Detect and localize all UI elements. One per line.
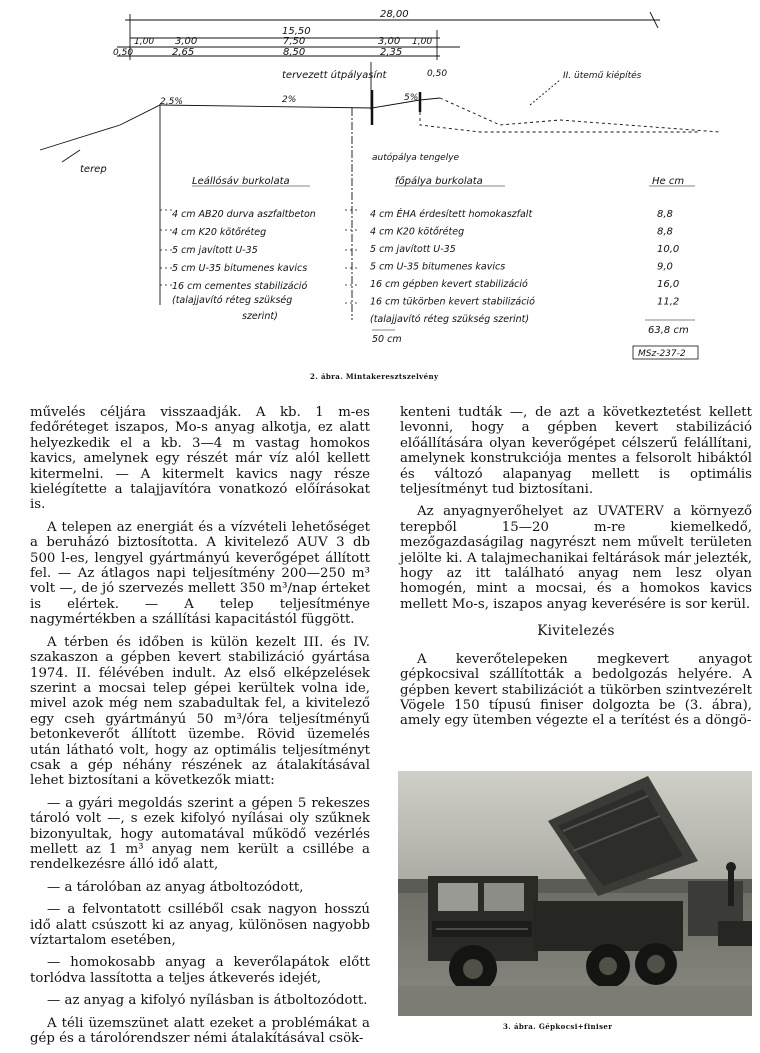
right-layer-item: 16 cm gépben kevert stabilizáció <box>370 279 528 290</box>
paragraph: Az anyagnyerőhelyet az UVATERV a környező terepből 15—20 m-re kiemelkedő, mezőgazdaságilag nagyrészt nem művelt területen jelölte ki. A talajmechanikai feltárások már jelezték, hogy az itt található anyag nem lesz olyan homogén, mint a mocsai, és a homokos kavics mellett Mo-s, iszapos anyag keverésére is sor kerül. <box>400 504 752 612</box>
right-layer-item: 16 cm tükörben kevert stabilizáció <box>370 296 535 308</box>
right-layer-item: 4 cm K20 kötőréteg <box>370 226 465 238</box>
paragraph: A térben és időben is külön kezelt III. és IV. szakaszon a gépben kevert stabilizáció gyártása 1974. II. félévében indult. Az első elképzelések szerint a mocsai telep gépei kerültek volna ide, mivel azok még nem szabadultak fel, a kivitelező egy cseh gyártmányú 50 m³/óra teljesítményű betonkeverőt állított üzembe. Rövid üzemelés után látható volt, hogy az optimális teljesítményt csak a gép néhány részének az átalakításával lehet biztosítani a következők miatt: <box>30 634 370 789</box>
he-value: 9,0 <box>657 261 673 273</box>
figure2-caption: 2. ábra. Mintakeresztszelvény <box>310 372 439 381</box>
slope-right: 5% <box>404 93 419 103</box>
figure3-caption: 3. ábra. Gépkocsi+finiser <box>503 1022 613 1031</box>
he-value-list <box>657 209 679 308</box>
right-layer-item: 5 cm U-35 bitumenes kavics <box>370 261 506 273</box>
he-value: 8,8 <box>657 226 673 238</box>
paragraph: kenteni tudták —, de azt a következtetést kellett levonni, hogy a gépben kevert stabilizáció előállítására olyan keverőgépet célszerű felállítani, amelynek konstrukciója mentes a felsorolt hibáktól és változó alapanyag mellett is optimális teljesítményt tud biztosítani. <box>400 405 752 498</box>
stage-two-outline <box>440 98 720 132</box>
label-tengely: autópálya tengelye <box>372 153 460 163</box>
dim-750: 7,50 <box>283 36 306 47</box>
dim-850: 8,50 <box>283 47 306 58</box>
left-layer-item: (talajjavító réteg szükség <box>172 295 293 306</box>
standard-label: MSz-237-2 <box>638 349 686 359</box>
slope-mid: 2% <box>282 95 297 105</box>
dim-total: 28,00 <box>380 9 409 20</box>
list-item: — homokosabb anyag a keverőlapátok előtt torlódva lassította a teljes átkeverés idejét, <box>30 955 370 986</box>
right-layer-item: (talajjavító réteg szükség szerint) <box>370 314 530 325</box>
paragraph: A telepen az energiát és a vízvételi lehetőséget a beruházó biztosította. A kivitelező AUV 3 db 500 l-es, lengyel gyártmányú keverőgépet állított fel. — Az átlagos napi teljesítmény 200—250 m³ volt —, de jó szervezés mellett 350 m³/nap érteket is elértek. — A telep teljesítménye nagymértékben a szállítási kapacitástól függött. <box>30 519 370 628</box>
left-layer-item: 4 cm AB20 durva aszfaltbeton <box>172 209 316 220</box>
slope-left: 2,5% <box>160 97 183 107</box>
he-value: 11,2 <box>657 296 680 308</box>
road-profile <box>40 98 440 150</box>
right-layer-item: 50 cm <box>372 334 402 345</box>
paragraph: A keverőtelepeken megkevert anyagot gépkocsival szállították a bedolgozás helyére. A gépben kevert stabilizációt a tükörben szintvezérelt Vögele 150 típusú finiser dolgozta be (3. ábra), amely egy ütemben végezte el a terítést és a döngö- <box>400 651 752 729</box>
label-terep: terep <box>80 164 107 175</box>
dim-right-235: 2,35 <box>380 47 403 58</box>
left-layer-list <box>172 209 316 322</box>
right-layer-item: 5 cm javított U-35 <box>370 244 456 255</box>
paragraph: művelés céljára visszaadják. A kb. 1 m-es fedőréteget iszapos, Mo-s anyag alkotja, ez alatt helyezkedik el a kb. 3—4 m vastag homokos kavics, amelynek egy részét már víz alól kellett kitermelni. — A kitermelt kavics nagy része kielégítette a talajjavítóra vonatkozó előírásokat is. <box>30 405 370 513</box>
dim-left-300: 3,00 <box>175 36 198 47</box>
left-layers-header: Leállósáv burkolata <box>192 176 290 187</box>
he-header: He cm <box>652 176 685 187</box>
list-item: — az anyag a kifolyó nyílásban is átboltozódott. <box>47 993 368 1009</box>
list-item: — a gyári megoldás szerint a gépen 5 rekeszes tároló volt —, s ezek kifolyó nyílásai oly szűknek bizonyultak, hogy automatával működő vezérlés mellett az 1 m³ anyag nem került a csillébe a rendelkezésre álló idő alatt, <box>30 795 370 873</box>
truck-finisher-photo <box>398 771 752 1016</box>
left-layer-item: szerint) <box>242 311 278 322</box>
right-layer-item: 4 cm ÉHA érdesített homokaszfalt <box>370 209 533 220</box>
dim-right-050: 0,50 <box>427 69 448 79</box>
left-layer-item: 4 cm K20 kötőréteg <box>172 227 267 238</box>
dim-left-265: 2,65 <box>172 47 195 58</box>
dim-1550: 15,50 <box>282 26 311 37</box>
left-layer-item: 5 cm U-35 bitumenes kavics <box>172 263 308 274</box>
paragraph: A téli üzemszünet alatt ezeket a problémákat a gép és a tárolórendszer némi átalakításával csök- <box>30 1015 370 1047</box>
right-layers-header: főpálya burkolata <box>395 176 483 187</box>
list-item: — a felvontatott csilléből csak nagyon hosszú idő alatt csúszott ki az anyag, különösen nagyobb víztartalom esetében, <box>30 902 370 948</box>
label-tervezett: tervezett útpályasínt <box>282 70 387 81</box>
he-total: 63,8 cm <box>648 325 689 336</box>
he-value: 16,0 <box>657 279 680 290</box>
right-layer-list <box>370 208 535 345</box>
dim-right-100: 1,00 <box>412 37 433 47</box>
list-item: — a tárolóban az anyag átboltozódott, <box>47 879 304 895</box>
left-text-column <box>30 405 370 1053</box>
cross-section-figure <box>0 0 760 395</box>
dim-left-050: 0,50 <box>113 48 134 58</box>
left-layer-item: 5 cm javított U-35 <box>172 245 258 256</box>
label-stage-two: II. ütemű kiépítés <box>563 71 642 81</box>
he-value: 10,0 <box>657 244 680 255</box>
left-layer-item: 16 cm cementes stabilizáció <box>172 281 308 292</box>
section-heading: Kivitelezés <box>537 623 615 640</box>
right-text-column <box>400 405 752 736</box>
dim-right-300: 3,00 <box>378 36 401 47</box>
dim-left-100: 1,00 <box>134 37 155 47</box>
cross-section-drawing <box>0 0 760 395</box>
he-value: 8,8 <box>657 209 673 220</box>
